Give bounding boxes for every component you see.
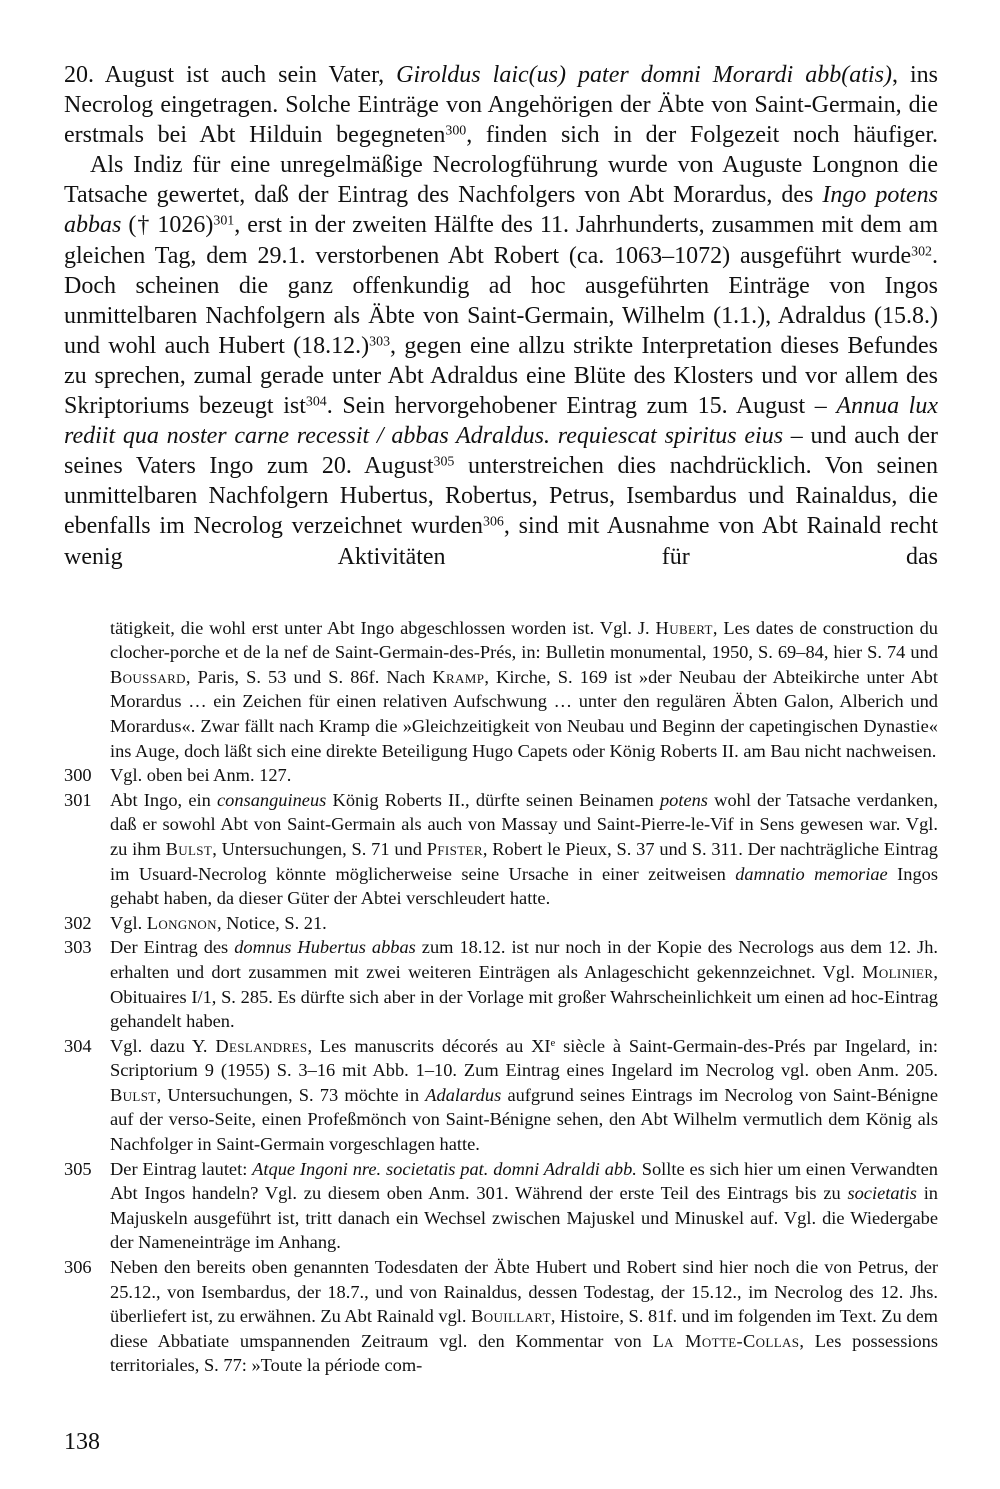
- text-run: tätigkeit, die wohl erst unter Abt Ingo abgeschlossen worden ist. Vgl. J.: [110, 617, 656, 638]
- italic-text: damnatio memoriae: [735, 863, 888, 884]
- footnote-number: 300: [64, 765, 92, 786]
- text-run: , gegen eine allzu strikte Interpretation dieses Befundes zu sprechen, zumal gerade unter Abt Adraldus eine Blüte des Klosters und vor allem des Skriptoriums bezeugt ist: [64, 332, 938, 420]
- italic-text: Ingo potens abbas: [64, 182, 938, 239]
- italic-text: societatis: [847, 1183, 917, 1204]
- footnote-text: [110, 763, 938, 788]
- footnote-text: [110, 911, 938, 936]
- italic-text: Annua lux rediit qua noster carne recessit / abbas Adraldus. requiescat spiritus eius: [64, 393, 938, 450]
- italic-text: domnus Hubertus abbas: [234, 937, 416, 958]
- paragraph: [64, 150, 938, 571]
- text-run: , Les manuscrits décorés au XI: [307, 1035, 551, 1056]
- footnote: [64, 788, 938, 911]
- note-reference: 305: [433, 454, 455, 470]
- italic-text: potens: [659, 789, 708, 810]
- text-run: , Les possessions territoriales, S. 77: »Toute la période com-: [110, 1330, 939, 1376]
- text-run: , Untersuchungen, S. 71 und: [212, 838, 427, 859]
- text-run: unterstreichen dies nachdrücklich. Von seinen unmittelbaren Nachfolgern Hubertus, Robertus, Petrus, Isembardus und Rainaldus, die ebenfalls im Necrolog verzeichnet wurden: [64, 453, 938, 540]
- book-page: [64, 60, 938, 1378]
- author-name: Molinier: [862, 961, 934, 982]
- note-reference: 302: [911, 243, 932, 259]
- text-run: , erst in der zweiten Hälfte des 11. Jahrhunderts, zusammen mit dem am gleichen Tag, dem 29.1. verstorbenen Abt Robert (ca. 1063–1072) ausgeführt wurde: [64, 212, 938, 269]
- text-run: Ingos gehabt haben, da dieser Güter der Abtei verschleudert hatte.: [110, 863, 938, 909]
- footnote-text: [110, 935, 938, 1033]
- footnote: [64, 935, 938, 1033]
- author-name: Deslandres: [215, 1035, 308, 1056]
- author-name: Kramp: [432, 666, 485, 687]
- text-run: Sollte es sich hier um einen Verwandten Abt Ingos handeln? Vgl. zu diesem oben Anm. 301. Während der erste Teil des Eintrags bis zu: [110, 1158, 938, 1204]
- text-run: , Notice, S. 21.: [216, 912, 327, 933]
- italic-text: consanguineus: [217, 789, 327, 810]
- italic-text: Adalardus: [425, 1084, 502, 1105]
- footnote-text: [110, 1255, 938, 1378]
- text-run: , finden sich in der Folgezeit noch häufiger.: [466, 122, 938, 149]
- text-run: , Paris, S. 53 und S. 86f. Nach: [185, 666, 433, 687]
- note-reference: 300: [445, 123, 467, 139]
- text-run: , Kirche, S. 169 ist »der Neubau der Abteikirche unter Abt Morardus … ein Zeichen für einen relativen Aufschwung … unter den regulären Äbten Galon, Alberich und Morardus«. Zwar fällt nach Kramp die »Gleichzeitigkeit von Neubau und Beginn der capetingischen Dynastie« ins Auge, doch läßt sich eine direkte Beteiligung Hugo Capets oder König Roberts II. am Bau nicht nachweisen.: [110, 666, 938, 761]
- text-run: – und auch der seines Vaters Ingo zum 20. August: [64, 423, 938, 480]
- footnote-number: 304: [64, 1035, 92, 1056]
- text-run: Vgl.: [110, 912, 147, 933]
- footnote-number: 302: [64, 912, 92, 933]
- footnote-number: 305: [64, 1158, 92, 1179]
- footnote-continuation: [110, 616, 938, 764]
- footnote-number: 301: [64, 789, 92, 810]
- text-run: Vgl. dazu Y.: [110, 1035, 216, 1056]
- italic-text: Atque Ingoni nre. societatis pat. domni Adraldi abb.: [252, 1158, 637, 1179]
- footnotes: [64, 616, 938, 1378]
- text-run: wohl der Tatsache verdanken, daß er sowohl Abt von Saint-Germain als auch von Massay und Saint-Pierre-le-Vif in Sens gewesen war. Vgl. zu ihm: [110, 789, 938, 859]
- text-run: siècle à Saint-Germain-des-Prés par Ingelard, in: Scriptorium 9 (1955) S. 3–16 mit Abb. 1–10. Zum Eintrag eines Ingelard im Necrolog vgl. oben Anm. 205.: [110, 1035, 938, 1081]
- footnote: [64, 763, 938, 788]
- author-name: Bulst: [110, 1084, 157, 1105]
- main-text: [64, 60, 938, 572]
- italic-text: Giroldus laic(us) pater domni Morardi abb(atis): [396, 62, 892, 88]
- text-run: Vgl. oben bei Anm. 127.: [110, 765, 292, 786]
- note-reference: 304: [305, 394, 327, 410]
- footnote: [64, 911, 938, 936]
- text-run: 20. August ist auch sein Vater,: [64, 62, 397, 88]
- author-name: Hubert: [655, 617, 713, 638]
- footnote: [64, 1157, 938, 1255]
- note-reference: e: [550, 1036, 556, 1049]
- text-run: . Doch scheinen die ganz offenkundig ad hoc ausgeführten Einträge von Ingos unmittelbaren Nachfolgern als Äbte von Saint-Germain, Wilhelm (1.1.), Adraldus (15.8.) und wohl auch Hubert (18.12.): [64, 242, 938, 359]
- paragraph: [64, 60, 938, 150]
- author-name: Longnon: [146, 912, 217, 933]
- page-number: 138: [64, 1429, 100, 1455]
- text-run: Der Eintrag lautet:: [110, 1158, 253, 1179]
- text-run: († 1026): [121, 212, 214, 239]
- text-run: Als Indiz für eine unregelmäßige Necrologführung wurde von Auguste Longnon die Tatsache gewertet, daß der Eintrag des Nachfolgers von Abt Morardus, des: [64, 152, 938, 209]
- text-run: . Sein hervorgehobener Eintrag zum 15. August –: [326, 393, 837, 420]
- text-run: zum 18.12. ist nur noch in der Kopie des Necrologs aus dem 12. Jh. erhalten und dort zusammen mit zwei weiteren Einträgen als Anlageschicht gekennzeichnet. Vgl.: [110, 937, 938, 982]
- text-run: Neben den bereits oben genannten Todesdaten der Äbte Hubert und Robert sind hier noch die von Petrus, der 25.12., von Isembardus, der 18.7., und von Rainaldus, dessen Todestag, der 15.12., im Necrolog des 12. Jhs. überliefert ist, zu erwähnen. Zu Abt Rainald vgl.: [110, 1257, 938, 1327]
- author-name: Boussard: [110, 666, 186, 687]
- text-run: König Roberts II., dürfte seinen Beinamen: [326, 789, 660, 810]
- footnote: [64, 1255, 938, 1378]
- text-run: aufgrund seines Eintrags im Necrolog von Saint-Bénigne auf der verso-Seite, einen Profeßmönch von Saint-Bénigne sehen, den Abt Wilhelm vermutlich dem König als Nachfolger in Saint-Germain vorgeschlagen hatte.: [110, 1084, 938, 1155]
- author-name: Bulst: [165, 838, 213, 859]
- text-run: , ins Necrolog eingetragen. Solche Einträge von Angehörigen der Äbte von Saint-Germain, die erstmals bei Abt Hilduin begegneten: [64, 62, 938, 149]
- text-run: Der Eintrag des: [110, 937, 235, 958]
- author-name: Pfister: [426, 838, 483, 859]
- note-reference: 303: [369, 334, 391, 350]
- text-run: , Untersuchungen, S. 73 möchte in: [156, 1084, 426, 1105]
- footnote-number: 306: [64, 1257, 92, 1278]
- note-reference: 301: [213, 213, 235, 229]
- footnote: [64, 1034, 938, 1157]
- text-run: in Majuskeln ausgeführt ist, tritt danach ein Wechsel zwischen Majuskel und Minuskel auf. Vgl. die Wiedergabe der Nameneinträge im Anhang.: [110, 1183, 938, 1253]
- text-run: , Histoire, S. 81f. und im folgenden im Text. Zu dem diese Abbatiate umspannenden Zeitraum vgl. den Kommentar von: [110, 1306, 938, 1351]
- text-run: , sind mit Ausnahme von Abt Rainald recht wenig Aktivitäten für das: [64, 513, 938, 570]
- text-run: Abt Ingo, ein: [110, 789, 218, 810]
- author-name: Bouillart: [471, 1306, 551, 1327]
- text-run: , Les dates de construction du clocher-porche et de la nef de Saint-Germain-des-Prés, in: Bulletin monumental, 1950, S. 69–84, hier S. 74 und: [110, 617, 939, 663]
- text-run: , Robert le Pieux, S. 37 und S. 311. Der nachträgliche Eintrag im Usuard-Necrolog könnte möglicherweise seine Ursache in einer zeitweisen: [110, 838, 938, 884]
- text-run: , Obituaires I/1, S. 285. Es dürfte sich aber in der Vorlage mit großer Wahrscheinlichkeit um einen ad hoc-Eintrag gehandelt haben.: [110, 961, 938, 1032]
- note-reference: 306: [482, 514, 504, 530]
- author-name: La Motte-Collas: [652, 1330, 800, 1351]
- footnote-text: [110, 1157, 938, 1255]
- footnote-text: [110, 1034, 938, 1157]
- footnote-number: 303: [64, 937, 92, 958]
- footnote-text: [110, 788, 938, 911]
